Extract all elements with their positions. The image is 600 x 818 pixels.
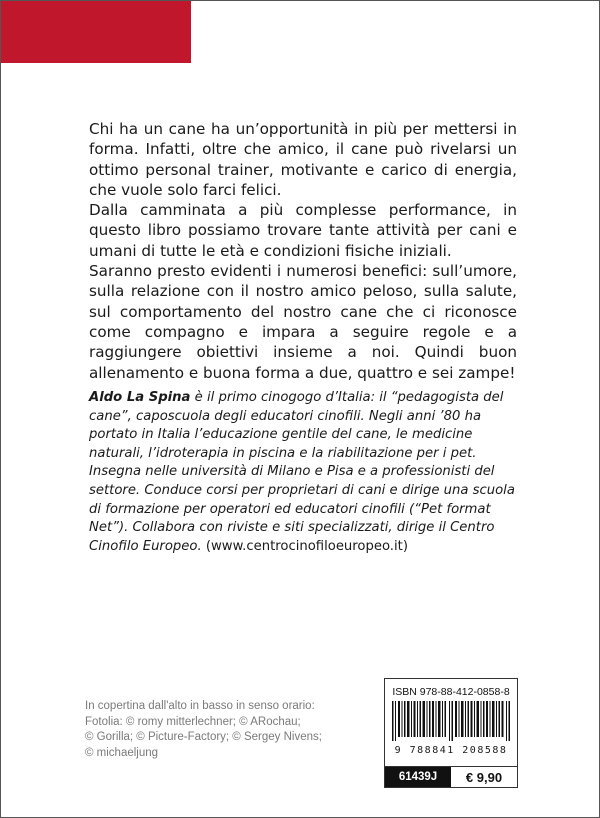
barcode-number: 9 788841 208588 (394, 745, 508, 756)
barcode-icon (392, 701, 510, 741)
blurb-paragraph-2: Dalla camminata a più complesse performance, in questo libro possiamo trovare tante attività per cani e umani di tutte le età e condizioni fisiche iniziali. (89, 201, 517, 260)
red-color-block (1, 1, 191, 63)
credits-line: © michaeljung (85, 746, 159, 759)
credits-line: © Gorilla; © Picture-Factory; © Sergey Nivens; (85, 731, 322, 744)
barcode-box (384, 678, 518, 788)
author-name: Aldo La Spina (89, 390, 191, 405)
credits-line: Fotolia: © romy mitterlechner; © ARochau; (85, 715, 301, 728)
blurb-paragraph-3: Saranno presto evidenti i numerosi benefici: sull’umore, sulla relazione con il nostro amico peloso, sulla salute, sul comportamento del nostro cane che ci riconosce come compagno e impara a seguire regole e a raggiungere obiettivi insieme a noi. Quindi buon allenamento e buona forma a due, quattro e sei zampe! (89, 262, 517, 382)
price-row (385, 766, 517, 787)
isbn-label: ISBN 978-88-412-0858-8 (392, 686, 510, 698)
author-bio (89, 389, 521, 556)
credits-line: In copertina dall'alto in basso in senso orario: (85, 700, 315, 712)
product-code: 61439J (385, 767, 451, 787)
photo-credits (85, 699, 335, 761)
price-label: € 9,90 (451, 767, 517, 787)
book-blurb (89, 119, 517, 383)
author-website: (www.centrocinofiloeuropeo.it) (201, 538, 408, 554)
blurb-paragraph-1: Chi ha un cane ha un’opportunità in più per mettersi in forma. Infatti, oltre che amico, il cane può rivelarsi un ottimo personal trainer, motivante e carico di energia, che vuole solo farci felici. (89, 120, 517, 199)
author-bio-text: è il primo cinogogo d’Italia: il “pedagogista del cane”, caposcuola degli educatori cinofili. Negli anni ’80 ha portato in Italia l’educazione gentile del cane, le medicine naturali, l’idroterapia in piscina e la riabilitazione per i pet. Insegna nelle università di Milano e Pisa e a professionisti del settore. Conduce corsi per proprietari di cani e dirige una scuola di formazione per operatori ed educatori cinofili (“Pet format Net”). Collabora con riviste e siti specializzati, dirige il Centro Cinofilo Europeo. (89, 390, 515, 554)
